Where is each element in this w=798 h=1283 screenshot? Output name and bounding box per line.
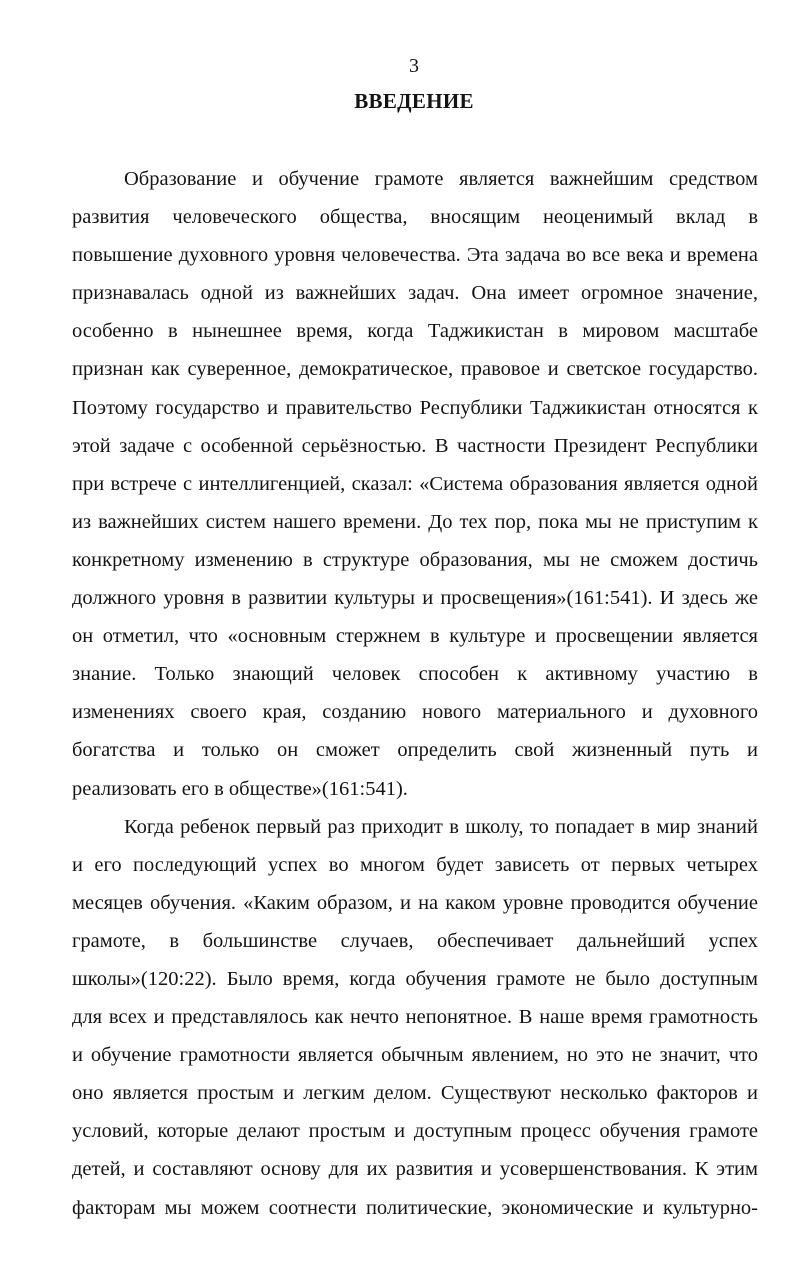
text-line: Поэтому государство и правительство Республики Таджикистан относятся к [72,396,758,419]
text-line: развития человеческого общества, вносящим неоценимый вклад в [72,206,758,229]
text-line: детей, и составляют основу для их развития и усовершенствования. К этим [72,1158,758,1181]
text-line: повышение духовного уровня человечества. Эта задача во все века и времена [72,244,758,267]
text-line: реализовать его в обществе»(161:541). [72,777,408,800]
text-line: богатства и только он сможет определить свой жизненный путь и [72,739,758,762]
text-line: знание. Только знающий человек способен к активному участию в [72,663,758,686]
text-line: школы»(120:22). Было время, когда обучения грамоте не было доступным [72,967,758,990]
text-line: особенно в нынешнее время, когда Таджикистан в мировом масштабе [72,320,758,343]
text-line: должного уровня в развитии культуры и просвещения»(161:541). И здесь же [72,587,758,610]
text-line: конкретному изменению в структуре образования, мы не сможем достичь [72,548,758,571]
text-line: и обучение грамотности является обычным явлением, но это не значит, что [72,1044,758,1067]
text-line: для всех и представлялось как нечто непонятное. В наше время грамотность [72,1006,758,1029]
text-line: факторам мы можем соотнести политические, экономические и культурно- [72,1196,758,1219]
text-line: признавалась одной из важнейших задач. Она имеет огромное значение, [72,282,758,305]
text-line: Образование и обучение грамоте является важнейшим средством [124,168,758,190]
text-line: признан как суверенное, демократическое, правовое и светское государство. [72,358,758,381]
text-line: месяцев обучения. «Каким образом, и на каком уровне проводится обучение [72,891,758,914]
text-line: и его последующий успех во многом будет зависеть от первых четырех [72,853,758,876]
text-line: этой задаче с особенной серьёзностью. В частности Президент Республики [72,434,758,457]
text-line: из важнейших систем нашего времени. До тех пор, пока мы не приступим к [72,510,758,533]
body-text [72,160,758,1227]
text-line: при встрече с интеллигенцией, сказал: «Система образования является одной [72,472,758,495]
section-heading: ВВЕДЕНИЕ [354,89,474,113]
text-line: оно является простым и легким делом. Существуют несколько факторов и [72,1082,758,1105]
text-line: он отметил, что «основным стержнем в культуре и просвещении является [72,625,758,648]
paragraph-2 [72,808,758,1227]
text-line: Когда ребенок первый раз приходит в школу, то попадает в мир знаний [124,815,758,838]
text-line: изменениях своего края, созданию нового материального и духовного [72,701,758,724]
paragraph-1 [72,160,758,808]
page-number: 3 [409,55,419,77]
text-line: грамоте, в большинстве случаев, обеспечивает дальнейший успех [72,929,758,952]
text-line: условий, которые делают простым и доступным процесс обучения грамоте [72,1120,758,1143]
